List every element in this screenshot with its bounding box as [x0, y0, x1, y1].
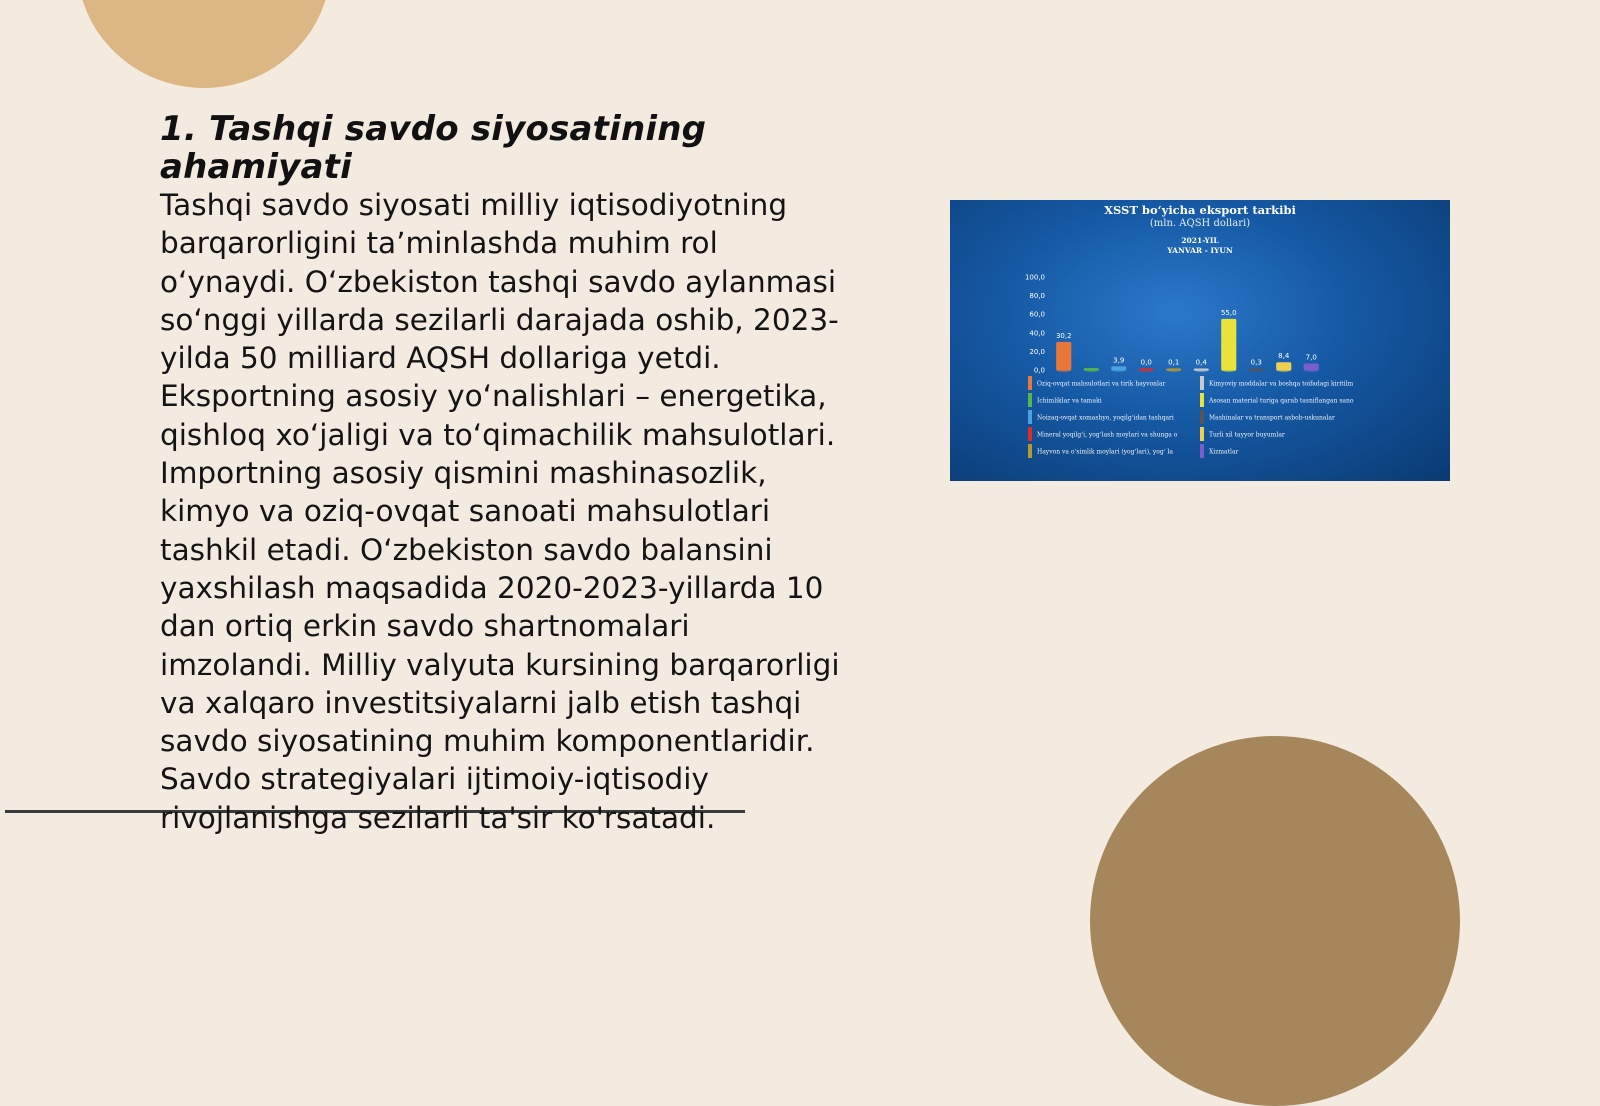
bar-base	[1166, 368, 1181, 371]
bar-base	[1139, 368, 1154, 371]
legend-swatch	[1028, 376, 1032, 390]
bars-group	[1056, 309, 1319, 372]
y-tick-label: 40,0	[1029, 329, 1045, 338]
legend-label: Mineral yoqilg‘i, yog‘lash moylari va shunga o	[1037, 431, 1178, 439]
bar-base	[1249, 368, 1264, 371]
legend-label: Asosan material turiga qarab tasniflangan sano	[1209, 397, 1354, 405]
bar-value-label: 7,0	[1305, 353, 1317, 362]
legend-label: Kimyoviy moddalar va boshqa toifadagi kiritilm	[1209, 380, 1354, 388]
bar-value-label: 8,4	[1278, 352, 1290, 361]
y-tick-label: 0,0	[1033, 366, 1045, 375]
bar	[1056, 342, 1071, 370]
bar-value-label: 3,9	[1113, 356, 1125, 365]
bar-base	[1221, 368, 1236, 371]
slide-body-text: Tashqi savdo siyosati milliy iqtisodiyotning barqarorligini taʼminlashda muhim rol oʻynaydi. Oʻzbekiston tashqi savdo aylanmasi soʻnggi yillarda sezilarli darajada oshib, 2023-yilda 50 milliard AQSH dollariga yetdi. Eksportning asosiy yoʻnalishlari – energetika, qishloq xoʻjaligi va toʻqimachilik mahsulotlari. Importning asosiy qismini mashinasozlik, kimyo va oziq-ovqat sanoati mahsulotlari tashkil etadi. Oʻzbekiston savdo balansini yaxshilash maqsadida 2020-2023-yillarda 10 dan ortiq erkin savdo shartnomalari imzolandi. Milliy valyuta kursining barqarorligi va xalqaro investitsiyalarni jalb etish tashqi savdo siyosatining muhim komponentlaridir. Savdo strategiyalari ijtimoiy-iqtisodiy rivojlanishga sezilarli ta'sir ko'rsatadi.	[160, 188, 840, 835]
export-structure-chart	[950, 200, 1450, 481]
bar-base	[1304, 368, 1319, 371]
legend-swatch	[1028, 410, 1032, 424]
legend-label: Xizmatlar	[1209, 448, 1239, 456]
y-tick-label: 20,0	[1029, 347, 1045, 356]
decorative-circle-bottom	[1090, 736, 1460, 1106]
decorative-circle-top	[77, 0, 331, 88]
bar	[1221, 319, 1236, 370]
chart-subtitle: (mln. AQSH dollari)	[1149, 218, 1251, 229]
bar-base	[1056, 368, 1071, 371]
slide-title: 1. Tashqi savdo siyosatining ahamiyati	[160, 109, 707, 187]
legend-label: Noizaq-ovqat xomashyo, yoqilg‘idan tashqari	[1037, 414, 1174, 422]
bar-value-label: 0,1	[1168, 358, 1180, 367]
legend-label: Turli xil tayyor buyumlar	[1209, 431, 1285, 439]
y-axis	[1025, 274, 1045, 375]
legend-swatch	[1200, 444, 1204, 458]
bar-value-label: 30,2	[1055, 331, 1072, 340]
chart-legend	[1028, 376, 1354, 458]
legend-swatch	[1200, 427, 1204, 441]
legend-label: Hayvon va o‘simlik moylari (yog‘lari), yog‘ la	[1037, 448, 1173, 456]
bar-base	[1084, 368, 1099, 371]
legend-swatch	[1200, 376, 1204, 390]
legend-swatch	[1028, 393, 1032, 407]
bar-base	[1111, 368, 1126, 371]
legend-swatch	[1200, 410, 1204, 424]
legend-swatch	[1200, 393, 1204, 407]
bar-base	[1276, 368, 1291, 371]
y-tick-label: 80,0	[1029, 292, 1045, 301]
bar-value-label: 0,4	[1195, 358, 1207, 367]
bar-base	[1194, 368, 1209, 371]
chart-title: XSST bo‘yicha eksport tarkibi	[1104, 203, 1296, 217]
chart-svg	[950, 200, 1450, 481]
y-tick-label: 60,0	[1029, 310, 1045, 319]
legend-label: Mashinalar va transport asbob-uskunalar	[1209, 414, 1335, 422]
legend-swatch	[1028, 427, 1032, 441]
chart-period-months: YANVAR - IYUN	[1167, 246, 1233, 255]
legend-label: Ichimliklar va tamaki	[1037, 397, 1102, 405]
legend-swatch	[1028, 444, 1032, 458]
bar-value-label: 0,0	[1140, 358, 1152, 367]
legend-label: Oziq-ovqat mahsulotlari va tirik hayvonlar	[1037, 380, 1166, 388]
bar-value-label: 0,3	[1250, 358, 1262, 367]
bar-value-label: 55,0	[1220, 308, 1237, 317]
y-tick-label: 100,0	[1024, 273, 1045, 282]
chart-period-year: 2021-YIL	[1181, 236, 1219, 245]
